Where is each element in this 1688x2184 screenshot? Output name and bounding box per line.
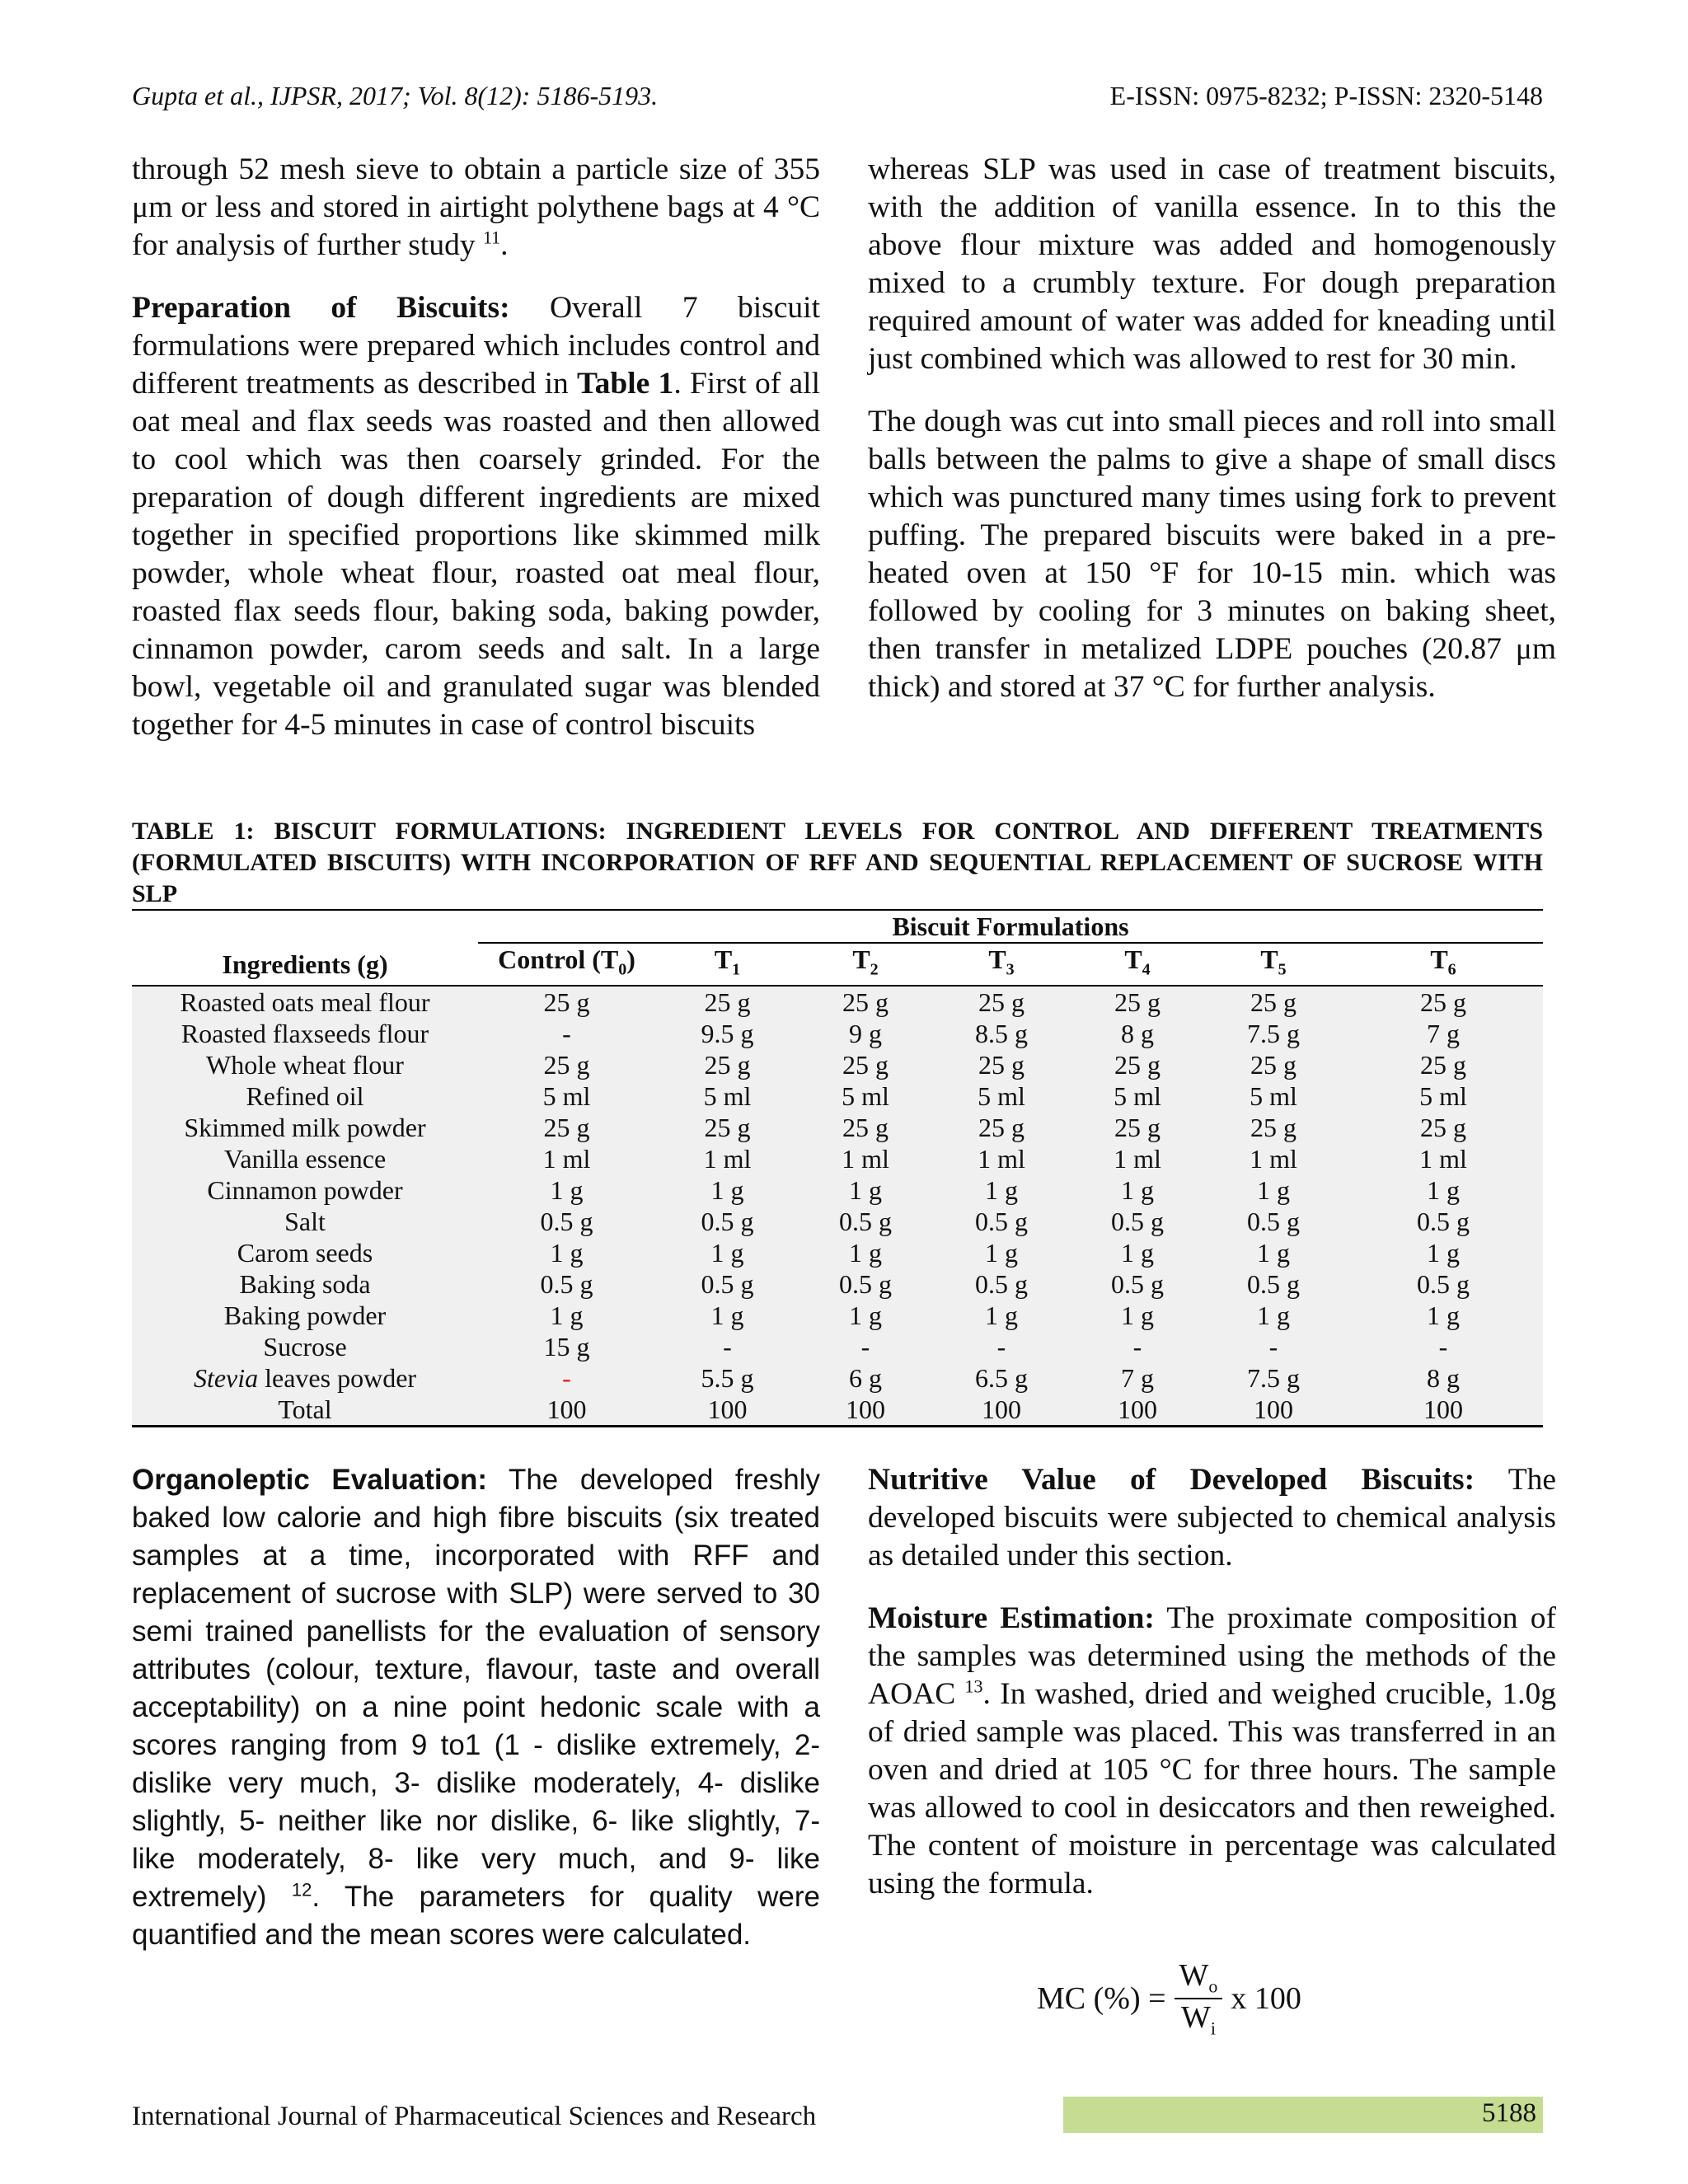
table-row: Cinnamon powder 1 g 1 g 1 g 1 g 1 g 1 g 1 g xyxy=(132,1174,1543,1206)
column-header-t6: $T_6$ xyxy=(1430,944,1456,979)
left-column-top xyxy=(132,151,820,769)
paragraph-slp: whereas SLP was used in case of treatment biscuits, with the addition of vanilla essence. In to this the above flour mixture was added and homogenously mixed to a crumbly texture. For dough preparation required amount of water was added for kneading until just combined which was allowed to rest for 30 min. xyxy=(868,152,1556,376)
table-1 xyxy=(132,909,1543,1427)
table-row: Baking soda 0.5 g 0.5 g 0.5 g 0.5 g 0.5 g 0.5 g 0.5 g xyxy=(132,1268,1543,1300)
running-header xyxy=(132,81,1543,111)
paragraph-nutritive: Nutritive Value of Developed Biscuits: The developed biscuits were subjected to chemical analysis as detailed under this section. xyxy=(868,1463,1556,1572)
column-header-t2: $T_2$ xyxy=(852,944,879,979)
issn: E-ISSN: 0975-8232; P-ISSN: 2320-5148 xyxy=(1109,81,1543,110)
page-number: 5188 xyxy=(1482,2098,1536,2128)
formulation-table xyxy=(132,909,1543,1427)
column-header-t3: $T_3$ xyxy=(988,944,1015,979)
table-1-reference: Table 1 xyxy=(577,367,674,401)
table-row: Roasted flaxseeds flour - 9.5 g 9 g 8.5 g 8 g 7.5 g 7 g xyxy=(132,1018,1543,1049)
reference-11: 11 xyxy=(482,227,501,248)
paragraph-dough: The dough was cut into small pieces and roll into small balls between the palms to give a shape of small discs which was punctured many times using fork to prevent puffing. The prepared biscuits were baked in a pre-heated oven at 150 °F for 10-15 min. which was followed by cooling for 3 minutes on baking sheet, then transfer in metalized LDPE pouches (20.87 μm thick) and stored at 37 °C for further analysis. xyxy=(868,405,1556,704)
table-row: Baking powder 1 g 1 g 1 g 1 g 1 g 1 g 1 g xyxy=(132,1300,1543,1331)
column-header-t5: $T_5$ xyxy=(1260,944,1287,979)
table-row: Roasted oats meal flour 25 g 25 g 25 g 25 g 25 g 25 g 25 g xyxy=(132,986,1543,1018)
section-heading-organoleptic: Organoleptic Evaluation: xyxy=(132,1464,488,1496)
table-row: Whole wheat flour 25 g 25 g 25 g 25 g 25 g 25 g 25 g xyxy=(132,1049,1543,1080)
paragraph-sieve: through 52 mesh sieve to obtain a particle size of 355 μm or less and stored in airtight polythene bags at 4 °C for analysis of further study $^{11}$. xyxy=(132,152,820,262)
table-row: Sucrose 15 g - - - - - - xyxy=(132,1331,1543,1362)
section-heading-moisture: Moisture Estimation: xyxy=(868,1601,1155,1635)
table-row: Carom seeds 1 g 1 g 1 g 1 g 1 g 1 g 1 g xyxy=(132,1237,1543,1268)
section-heading-preparation: Preparation of Biscuits: xyxy=(132,291,510,325)
right-column-bottom xyxy=(868,1461,1556,1928)
table-row: Salt 0.5 g 0.5 g 0.5 g 0.5 g 0.5 g 0.5 g 0.5 g xyxy=(132,1206,1543,1237)
right-column-top xyxy=(868,151,1556,731)
table-caption: TABLE 1: BISCUIT FORMULATIONS: INGREDIENT LEVELS FOR CONTROL AND DIFFERENT TREATMENTS (FORMULATED BISCUITS) WITH INCORPORATION OF RFF AND SEQUENTIAL REPLACEMENT OF SUCROSE WITH SLP xyxy=(132,818,1543,907)
column-header-t4: $T_4$ xyxy=(1124,944,1151,979)
group-header: Biscuit Formulations xyxy=(478,910,1543,943)
journal-name: International Journal of Pharmaceutical Sciences and Research xyxy=(132,2102,817,2131)
paragraph-preparation: Preparation of Biscuits: Overall 7 biscuit formulations were prepared which includes control and different treatments as described in Table 1. First of all oat meal and flax seeds was roasted and then allowed to cool which was then coarsely grinded. For the preparation of dough different ingredients are mixed together in specified proportions like skimmed milk powder, whole wheat flour, roasted oat meal flour, roasted flax seeds flour, baking soda, baking powder, cinnamon powder, carom seeds and salt. In a large bowl, vegetable oil and granulated sugar was blended together for 4-5 minutes in case of control biscuits xyxy=(132,291,820,742)
reference-12: 12 xyxy=(291,1879,312,1900)
paragraph-moisture: Moisture Estimation: The proximate composition of the samples was determined using the methods of the AOAC $^{13}$. In washed, dried and weighed crucible, 1.0g of dried sample was placed. This was transferred in an oven and dried at 105 °C for three hours. The sample was allowed to cool in desiccators and then reweighed. The content of moisture in percentage was calculated using the formula. xyxy=(868,1601,1556,1900)
paragraph-organoleptic: Organoleptic Evaluation: The developed freshly baked low calorie and high fibre biscuits (six treated samples at a time, incorporated with RFF and replacement of sucrose with SLP) were served to 30 semi trained panellists for the evaluation of sensory attributes (colour, texture, flavour, taste and overall acceptability) on a nine point hedonic scale with a scores ranging from 9 to1 (1 - dislike extremely, 2- dislike very much, 3- dislike moderately, 4- dislike slightly, 5- neither like nor dislike, 6- like slightly, 7- like moderately, 8- like very much, and 9- like extremely) $^{12}$. The parameters for quality were quantified and the mean scores were calculated. xyxy=(132,1464,820,1951)
ingredients-header: Ingredients (g) xyxy=(222,949,388,979)
column-header-t1: $T_1$ xyxy=(714,944,741,979)
formula-fraction: $\frac{W_o}{W_i}$ xyxy=(1175,1957,1223,2039)
column-header-control: Control $(T_0)$ xyxy=(498,944,635,979)
table-row: Vanilla essence 1 ml 1 ml 1 ml 1 ml 1 ml 1 ml 1 ml xyxy=(132,1143,1543,1174)
page-number-bar xyxy=(1063,2097,1543,2133)
section-heading-nutritive: Nutritive Value of Developed Biscuits: xyxy=(868,1463,1475,1497)
left-column-bottom xyxy=(132,1461,820,1979)
table-row: Skimmed milk powder 25 g 25 g 25 g 25 g 25 g 25 g 25 g xyxy=(132,1112,1543,1143)
reference-13: 13 xyxy=(964,1675,983,1697)
citation: Gupta et al., IJPSR, 2017; Vol. 8(12): 5186-5193. xyxy=(132,81,659,110)
moisture-formula: MC (%) = $\frac{W_o}{W_i}$ x 100 xyxy=(1037,1958,1301,2039)
table-row: Refined oil 5 ml 5 ml 5 ml 5 ml 5 ml 5 ml 5 ml xyxy=(132,1080,1543,1112)
table-row-total: Total 100 100 100 100 100 100 100 xyxy=(132,1394,1543,1427)
table-row: Stevia leaves powder - 5.5 g 6 g 6.5 g 7 g 7.5 g 8 g xyxy=(132,1362,1543,1394)
